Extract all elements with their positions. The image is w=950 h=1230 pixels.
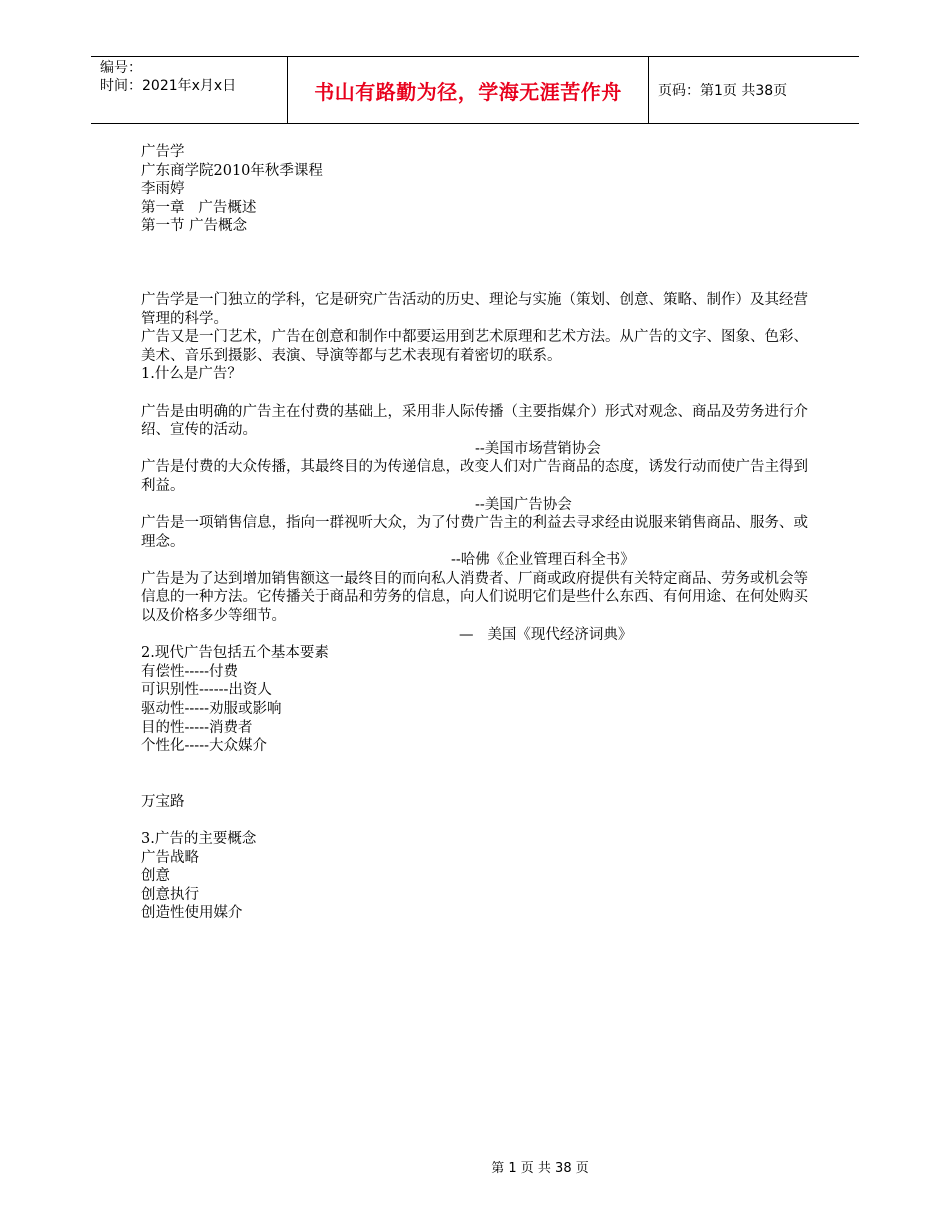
concept-item: 创造性使用媒介 (141, 905, 243, 922)
concept-item: 广告战略 (141, 849, 199, 866)
footer-page-number: 第 1 页 共 38 页 (491, 1161, 589, 1176)
header-motto-cell (287, 57, 649, 123)
section-heading: 第一节 广告概念 (141, 218, 248, 235)
header-motto: 书山有路勤为径，学海无涯苦作舟 (314, 79, 622, 104)
paragraph-art: 广告又是一门艺术，广告在创意和制作中都要运用到艺术原理和艺术方法。从广告的文字、图象、色彩、美术、音乐到摄影、表演、导演等都与艺术表现有着密切的联系。 (141, 329, 808, 364)
concepts-heading: 3.广告的主要概念 (141, 831, 257, 847)
element-item: 可识别性------出资人 (141, 682, 272, 699)
course-title: 广告学 (141, 144, 185, 160)
concept-item: 创意 (141, 868, 170, 885)
example-brand: 万宝路 (141, 793, 185, 810)
header-page-cell (649, 57, 859, 123)
definition-4-source: — 美国《现代经济词典》 (459, 626, 633, 643)
definition-2-source: --美国广告协会 (475, 496, 572, 513)
document-body (141, 143, 821, 923)
elements-heading: 2.现代广告包括五个基本要素 (141, 645, 329, 662)
element-item: 个性化-----大众媒介 (141, 738, 267, 755)
definition-1-source: --美国市场营销协会 (475, 440, 601, 457)
concept-item: 创意执行 (141, 886, 199, 903)
header-page-info: 页码：第1页 共38页 (658, 83, 788, 99)
definition-2: 广告是付费的大众传播，其最终目的为传递信息，改变人们对广告商品的态度，诱发行动而使广告主得到利益。 (141, 459, 808, 494)
header-meta (91, 57, 287, 123)
course-school: 广东商学院2010年秋季课程 (141, 162, 323, 179)
element-item: 有偿性-----付费 (141, 663, 238, 680)
definition-4: 广告是为了达到增加销售额这一最终目的而向私人消费者、厂商或政府提供有关特定商品、劳务或机会等信息的一种方法。它传播关于商品和劳务的信息，向人们说明它们是些什么东西、有何用途、在何处购买以及价格多少等细节。 (141, 570, 808, 625)
definition-3-source: --哈佛《企业管理百科全书》 (451, 552, 635, 569)
definition-3: 广告是一项销售信息，指向一群视听大众，为了付费广告主的利益去寻求经由说服来销售商品、服务、或理念。 (141, 515, 808, 550)
definition-1: 广告是由明确的广告主在付费的基础上，采用非人际传播（主要指媒介）形式对观念、商品及劳务进行介绍、宣传的活动。 (141, 403, 808, 439)
page-footer (0, 1157, 950, 1176)
paragraph-discipline: 广告学是一门独立的学科，它是研究广告活动的历史、理论与实施（策划、创意、策略、制作）及其经营管理的科学。 (141, 291, 808, 327)
document-time-label: 时间：2021年x月x日 (100, 78, 237, 94)
question-what-is-ad: 1.什么是广告？ (141, 366, 242, 383)
element-item: 目的性-----消费者 (141, 719, 253, 736)
element-item: 驱动性-----劝服或影响 (141, 701, 282, 718)
course-teacher: 李雨婷 (141, 181, 185, 198)
chapter-heading: 第一章 广告概述 (141, 199, 257, 216)
document-number-label: 编号： (100, 60, 142, 76)
document-header (91, 56, 859, 124)
